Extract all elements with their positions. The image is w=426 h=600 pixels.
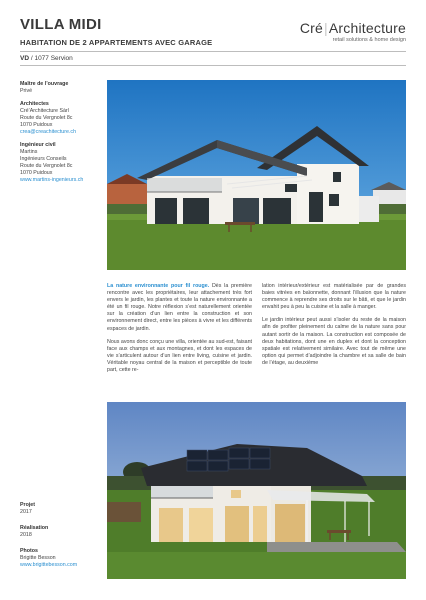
brand-tagline: retail solutions & home design (332, 37, 406, 43)
header-divider-top (20, 51, 406, 52)
page-subtitle: HABITATION DE 2 APPARTEMENTS AVEC GARAGE (20, 38, 213, 47)
engineer-line: Ingénieurs Conseils (20, 156, 67, 162)
paragraph-text: Dès la première rencontre avec les propriétaires, leur attachement très fort envers le jardin, les plantes et toute la nature environnante a été un fil rouge. Notre réflexion s’est naturellement orientée sur la création d’un lien entre la construction et son environnement direct, entre les pièces à vivre et les différents espaces de jardin. (107, 283, 252, 332)
project-heading: Projet (20, 502, 36, 508)
location-text: / 1077 Servion (30, 55, 73, 62)
engineer-line: Route du Vergnolet 8c (20, 163, 73, 169)
house-photo-dusk (107, 402, 406, 579)
architects-email-link[interactable]: crea@creachitecture.ch (20, 129, 77, 135)
lead-sentence: La nature environnante pour fil rouge. (107, 283, 210, 289)
header-divider-bottom (20, 65, 406, 66)
realisation-heading: Réalisation (20, 525, 49, 531)
engineer-heading: Ingénieur civil (20, 142, 56, 148)
page-title: VILLA MIDI (20, 16, 102, 33)
project-info (20, 502, 98, 575)
body-paragraph (107, 283, 252, 333)
engineer-website-link[interactable]: www.martins-ingenieurs.ch (20, 177, 84, 183)
body-column-2 (262, 283, 406, 373)
owner-heading: Maître de l’ouvrage (20, 81, 69, 87)
project-year: 2017 (20, 509, 32, 515)
brand-name-right: Architecture (328, 20, 406, 36)
brand-name (300, 20, 406, 36)
brand-separator: | (324, 20, 328, 36)
architects-line: 1070 Puidoux (20, 122, 53, 128)
body-paragraph: lation intérieur/extérieur est matérialisée par de grandes baies vitrées en baïonnette, donnant l’illusion que la nature commence à reprendre ses droits sur le bâti, et que le jardin envahit peu à peu la cuisine et la salle à manger. (262, 283, 406, 311)
photographer-website-link[interactable]: www.brigittebesson.com (20, 562, 78, 568)
architects-heading: Architectes (20, 101, 49, 107)
engineer-line: 1070 Puidoux (20, 170, 53, 176)
architects-line: Route du Vergnolet 8c (20, 115, 73, 121)
owner-value: Privé (20, 88, 33, 94)
brand-name-left: Cré (299, 20, 324, 36)
engineer-line: Martins (20, 149, 38, 155)
architects-line: Cré’Architecture Sàrl (20, 108, 69, 114)
photos-heading: Photos (20, 548, 38, 554)
canton: VD (20, 55, 30, 62)
body-column-1 (107, 283, 252, 380)
brand-logo (300, 20, 406, 43)
house-photo-day (107, 80, 406, 270)
location (20, 55, 73, 62)
body-paragraph: Nous avons donc conçu une villa, orientée au sud-est, faisant face aux champs et aux montagnes, et dont les espaces de vie s’articulent autour d’un lien entre living, cuisine et jardin. Véritable noyau central de la maison et perceptible de toute part, cette re- (107, 338, 252, 374)
realisation-year: 2018 (20, 532, 32, 538)
photographer-name: Brigitte Besson (20, 555, 56, 561)
body-paragraph: Le jardin intérieur peut aussi s’isoler du reste de la maison afin de profiter pleinement du calme de la nature sans pour autant sortir de la maison. La construction est composée de deux habitations, dont une en duplex et dont la conception spatiale est relativement similaire. Avec tout de même une option qui permet d’adjoindre la chambre et sa salle de bain de l’étage, au deuxième (262, 317, 406, 366)
credits (20, 81, 98, 190)
